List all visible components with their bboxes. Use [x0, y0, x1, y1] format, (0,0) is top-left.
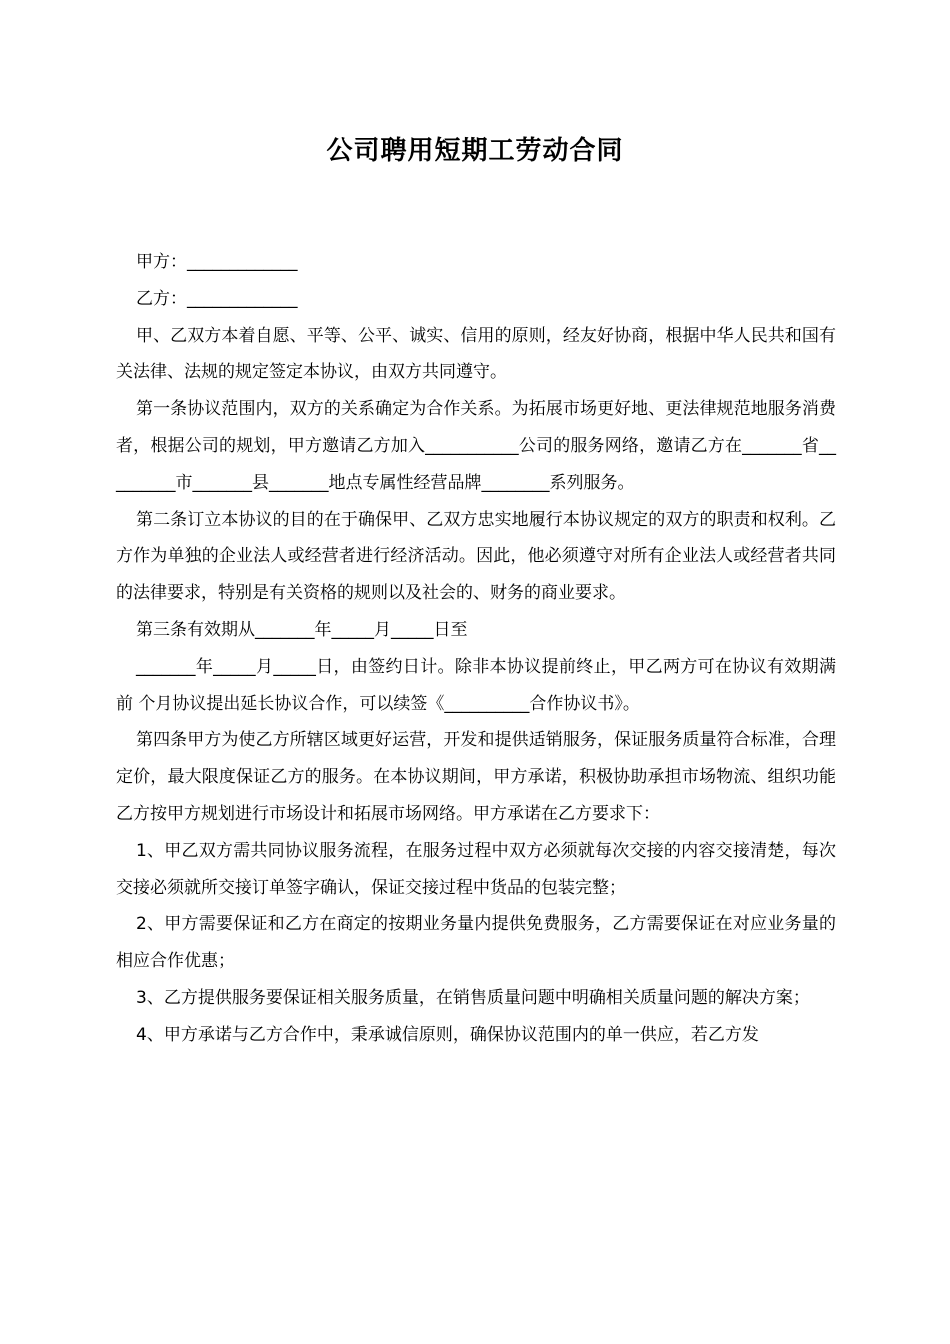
clause-2-paragraph: 2、甲方需要保证和乙方在商定的按期业务量内提供免费服务，乙方需要保证在对应业务量的相应合作优惠； — [116, 914, 836, 972]
party-a-line: 甲方：_____________ — [136, 252, 298, 272]
article-3-continued-paragraph: _______年_____月_____日，由签约日计。除非本协议提前终止，甲乙两方可在协议有效期满前 个月协议提出延长协议合作，可以续签《__________合作协议书》。 — [116, 656, 836, 714]
article-3-paragraph: 第三条有效期从_______年_____月_____日至 — [136, 619, 468, 640]
document-title: 公司聘用短期工劳动合同 — [326, 136, 624, 166]
clause-3-paragraph: 3、乙方提供服务要保证相关服务质量，在销售质量问题中明确相关质量问题的解决方案； — [136, 987, 810, 1008]
article-4-paragraph: 第四条甲方为使乙方所辖区域更好运营，开发和提供适销服务，保证服务质量符合标准，合理定价，最大限度保证乙方的服务。在本协议期间，甲方承诺，积极协助承担市场物流、组织功能乙方按甲方规划进行市场设计和拓展市场网络。甲方承诺在乙方要求下： — [116, 730, 836, 824]
preamble-paragraph: 甲、乙双方本着自愿、平等、公平、诚实、信用的原则，经友好协商，根据中华人民共和国有关法律、法规的规定签定本协议，由双方共同遵守。 — [116, 325, 836, 383]
party-b-line: 乙方：_____________ — [136, 288, 298, 309]
document-body — [116, 244, 836, 1054]
clause-1-paragraph: 1、甲乙双方需共同协议服务流程，在服务过程中双方必须就每次交接的内容交接清楚，每次交接必须就所交接订单签字确认，保证交接过程中货品的包装完整； — [116, 840, 836, 898]
article-1-paragraph: 第一条协议范围内，双方的关系确定为合作关系。为拓展市场更好地、更法律规范地服务消费者，根据公司的规划，甲方邀请乙方加入___________公司的服务网络，邀请乙方在_______省_________市_______县_______地点专属性经营品牌________系列服务。 — [116, 399, 836, 493]
article-2-paragraph: 第二条订立本协议的目的在于确保甲、乙双方忠实地履行本协议规定的双方的职责和权利。乙方作为单独的企业法人或经营者进行经济活动。因此，他必须遵守对所有企业法人或经营者共同的法律要求，特别是有关资格的规则以及社会的、财务的商业要求。 — [116, 509, 836, 604]
clause-4-paragraph: 4、甲方承诺与乙方合作中，秉承诚信原则，确保协议范围内的单一供应，若乙方发 — [136, 1024, 759, 1045]
